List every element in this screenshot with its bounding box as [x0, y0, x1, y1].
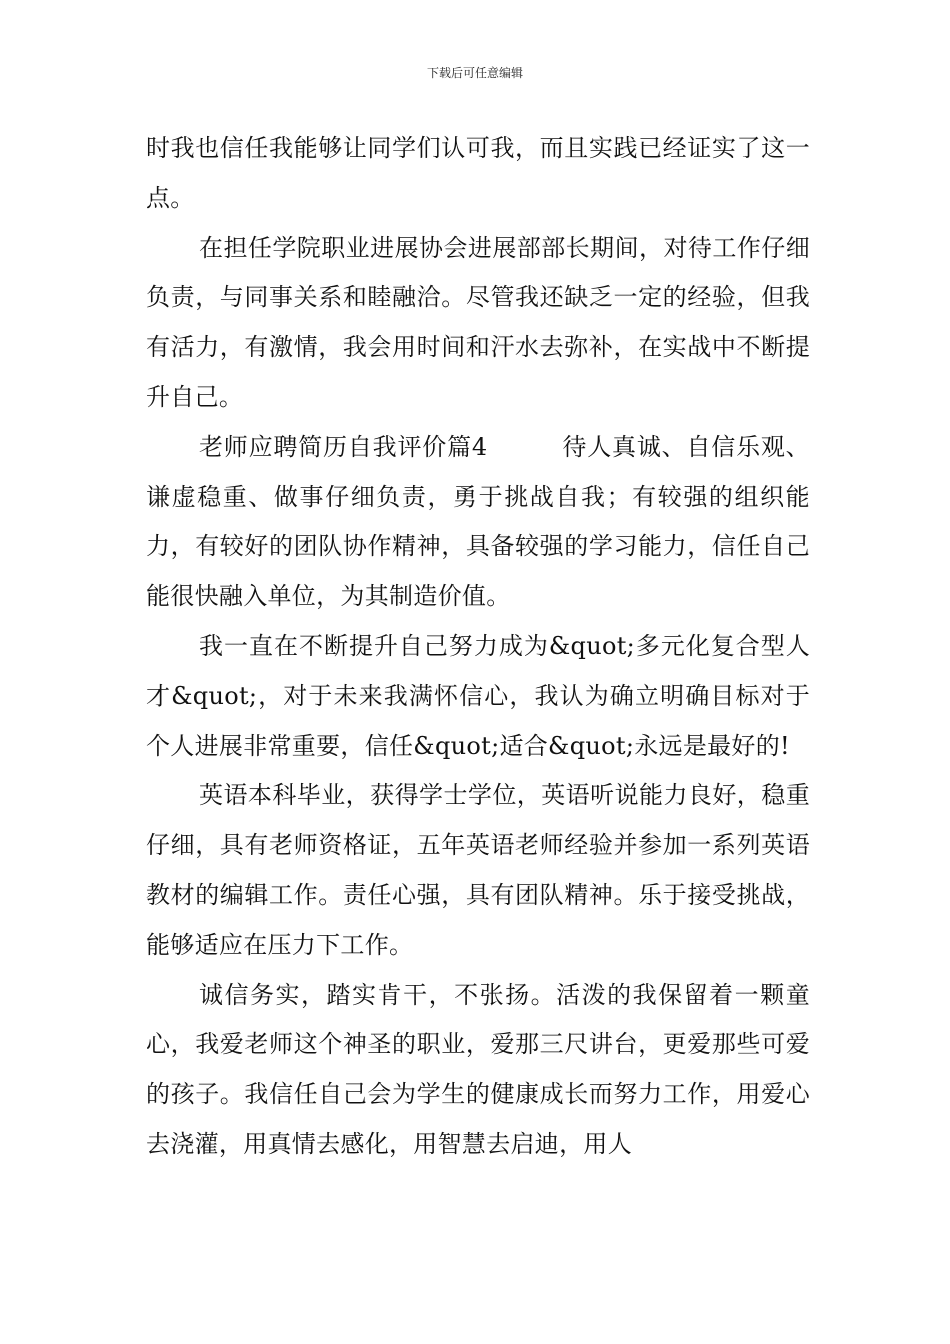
document-body: [146, 124, 810, 1170]
paragraph-6: 诚信务实，踏实肯干，不张扬。活泼的我保留着一颗童心，我爱老师这个神圣的职业，爱那三尺讲台，更爱那些可爱的孩子。我信任自己会为学生的健康成长而努力工作，用爱心去浇灌，用真情去感化，用智慧去启迪，用人: [146, 980, 810, 1158]
paragraph-5: 英语本科毕业，获得学士学位，英语听说能力良好，稳重仔细，具有老师资格证，五年英语老师经验并参加一系列英语教材的编辑工作。责任心强，具有团队精神。乐于接受挑战，能够适应在压力下工作。: [146, 781, 810, 959]
paragraph-1: 时我也信任我能够让同学们认可我，而且实践已经证实了这一点。: [146, 134, 810, 212]
paragraph-3: 老师应聘简历自我评价篇4 待人真诚、自信乐观、谦虚稳重、做事仔细负责，勇于挑战自我；有较强的组织能力，有较好的团队协作精神，具备较强的学习能力，信任自己能很快融入单位，为其制造价值。: [146, 432, 810, 611]
page-header: 下载后可任意编辑: [426, 66, 523, 80]
paragraph-2: 在担任学院职业进展协会进展部部长期间，对待工作仔细负责，与同事关系和睦融洽。尽管我还缺乏一定的经验，但我有活力，有激情，我会用时间和汗水去弥补，在实战中不断提升自己。: [146, 233, 810, 411]
paragraph-4: 我一直在不断提升自己努力成为&quot;多元化复合型人才&quot;，对于未来我满怀信心，我认为确立明确目标对于个人进展非常重要，信任&quot;适合&quot;永远是最好的!: [146, 631, 810, 760]
